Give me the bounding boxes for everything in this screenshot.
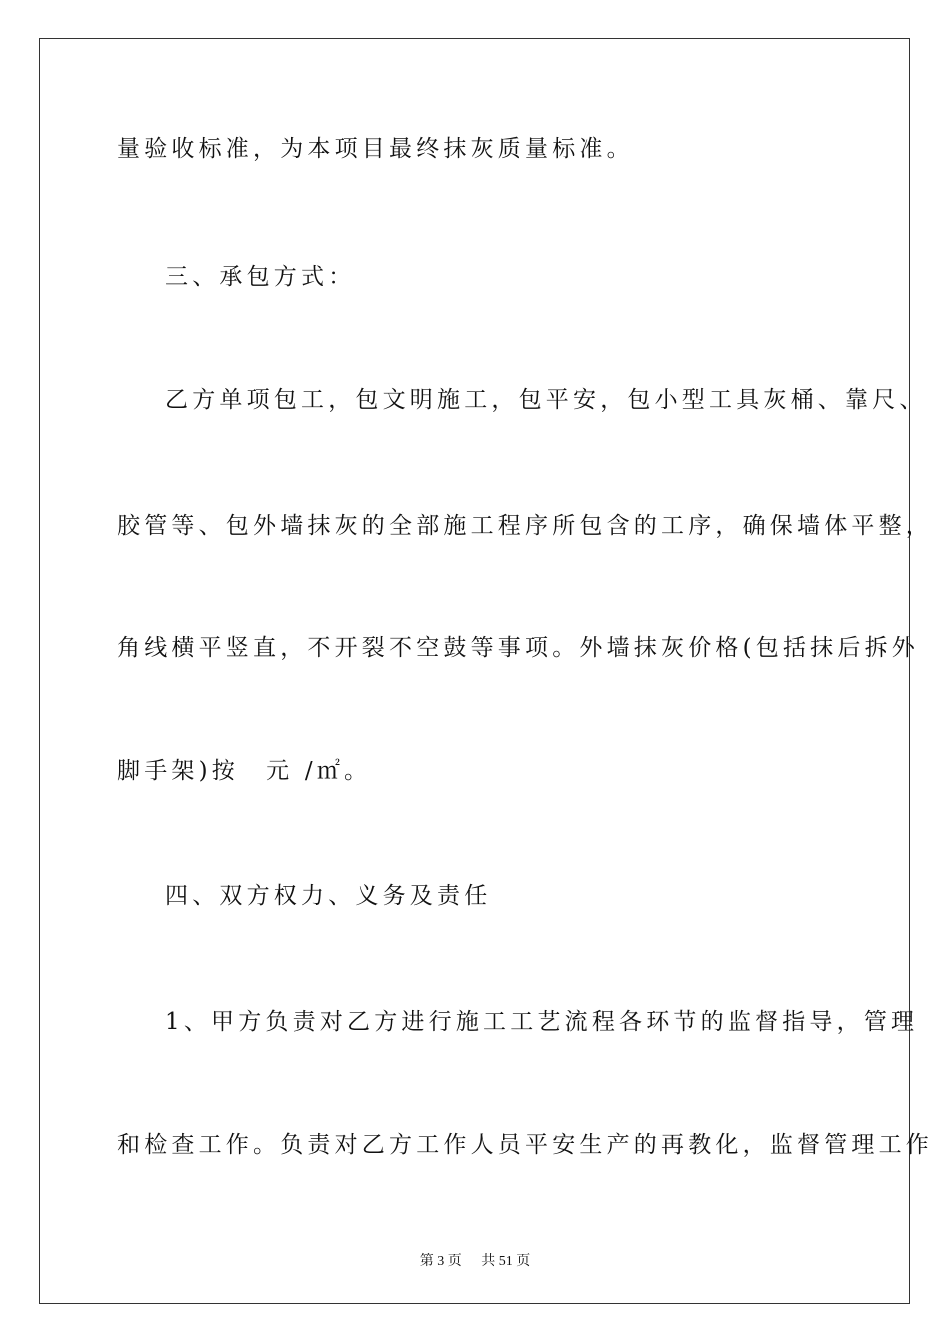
paragraph-line: 量验收标准，为本项目最终抹灰质量标准。: [117, 136, 634, 162]
paragraph-line: 乙方单项包工，包文明施工，包平安，包小型工具灰桶、靠尺、: [165, 387, 927, 413]
section-heading: 三、承包方式：: [165, 264, 356, 290]
page-border: [39, 38, 910, 1304]
paragraph-line: 脚手架)按 元 /㎡。: [117, 758, 372, 784]
section-heading: 四、双方权力、义务及责任: [165, 883, 492, 909]
paragraph-line: 胶管等、包外墙抹灰的全部施工程序所包含的工序，确保墙体平整，: [117, 513, 933, 539]
paragraph-line: 1、甲方负责对乙方进行施工工艺流程各环节的监督指导，管理: [165, 1009, 919, 1035]
paragraph-line: 和检查工作。负责对乙方工作人员平安生产的再教化，监督管理工作: [117, 1132, 933, 1158]
page-number: 第 3 页: [419, 1254, 462, 1269]
page-total: 共 51 页: [481, 1254, 531, 1269]
paragraph-line: 角线横平竖直，不开裂不空鼓等事项。外墙抹灰价格(包括抹后拆外: [117, 635, 919, 661]
page-footer: [0, 1250, 950, 1270]
